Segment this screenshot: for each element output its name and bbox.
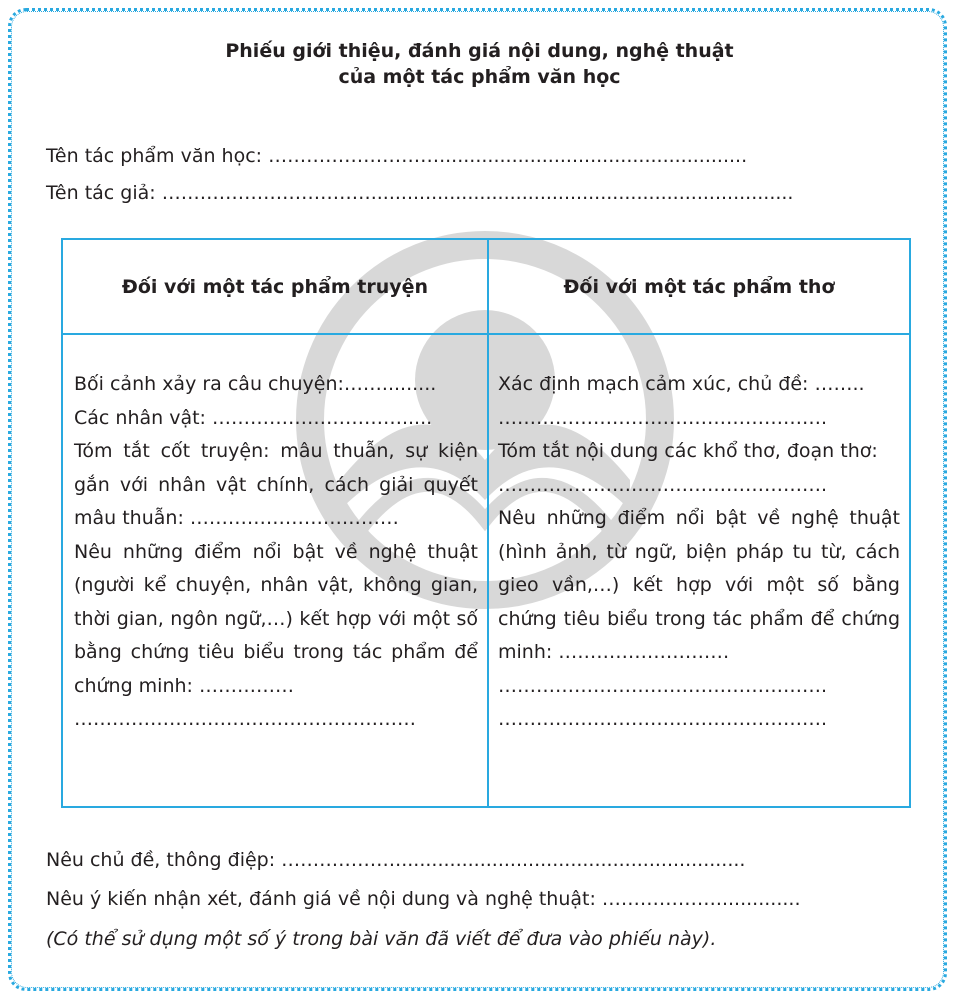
poem-extra-dots-1: …………………………………………….	[498, 674, 828, 697]
work-title-field: Tên tác phẩm văn học: ………………………...................................................	[46, 145, 748, 167]
story-column-content	[74, 368, 478, 737]
poem-extra-dots-2: …………………………………………….	[498, 708, 828, 730]
comparison-table	[61, 238, 911, 808]
poem-content-item: Tóm tắt nội dung các khổ thơ, đoạn thơ:	[498, 440, 878, 462]
poem-emotion-dots: …………………………………………….	[498, 406, 828, 429]
poem-column-content	[498, 368, 900, 737]
story-plot-item: Tóm tắt cốt truyện: mâu thuẫn, sự kiện gắn với nhân vật chính, cách giải quyết mâu thuẫn: ……………………………	[74, 440, 478, 529]
form-title-line-2: của một tác phẩm văn học	[338, 66, 621, 88]
author-field: Tên tác giả: ……………………………......................................................................	[46, 182, 794, 204]
poem-art-item: Nêu những điểm nổi bật về nghệ thuật (hình ảnh, từ ngữ, biện pháp tu từ, cách gieo vần,…) kết hợp với một số bằng chứng tiêu biểu trong tác phẩm để chứng minh: ………………………	[498, 507, 900, 663]
story-characters-item: Các nhân vật: ………………………….....	[74, 406, 433, 429]
form-title-line-1: Phiếu giới thiệu, đánh giá nội dung, nghệ thuật	[225, 40, 734, 62]
opinion-field: Nêu ý kiến nhận xét, đánh giá về nội dung và nghệ thuật: ………………..............	[46, 888, 801, 910]
poem-content-dots: …………………………………………….	[498, 473, 828, 496]
usage-note: (Có thể sử dụng một số ý trong bài văn đã viết để đưa vào phiếu này).	[46, 928, 717, 950]
poem-column-header: Đối với một tác phẩm thơ	[563, 275, 835, 298]
story-column-header: Đối với một tác phẩm truyện	[121, 275, 429, 298]
story-art-item: Nêu những điểm nổi bật về nghệ thuật (người kể chuyện, nhân vật, không gian, thời gian, ngôn ngữ,…) kết hợp với một số bằng chứng tiêu biểu trong tác phẩm để chứng minh: ……………	[74, 540, 478, 697]
theme-field: Nêu chủ đề, thông điệp: ………………..........................................................	[46, 849, 746, 871]
poem-emotion-item: Xác định mạch cảm xúc, chủ đề: ……..	[498, 373, 865, 395]
story-extra-dots: ………………………………………………	[74, 708, 416, 730]
header-divider	[63, 333, 909, 335]
story-setting-item: Bối cảnh xảy ra câu chuyện:…….........	[74, 373, 437, 395]
